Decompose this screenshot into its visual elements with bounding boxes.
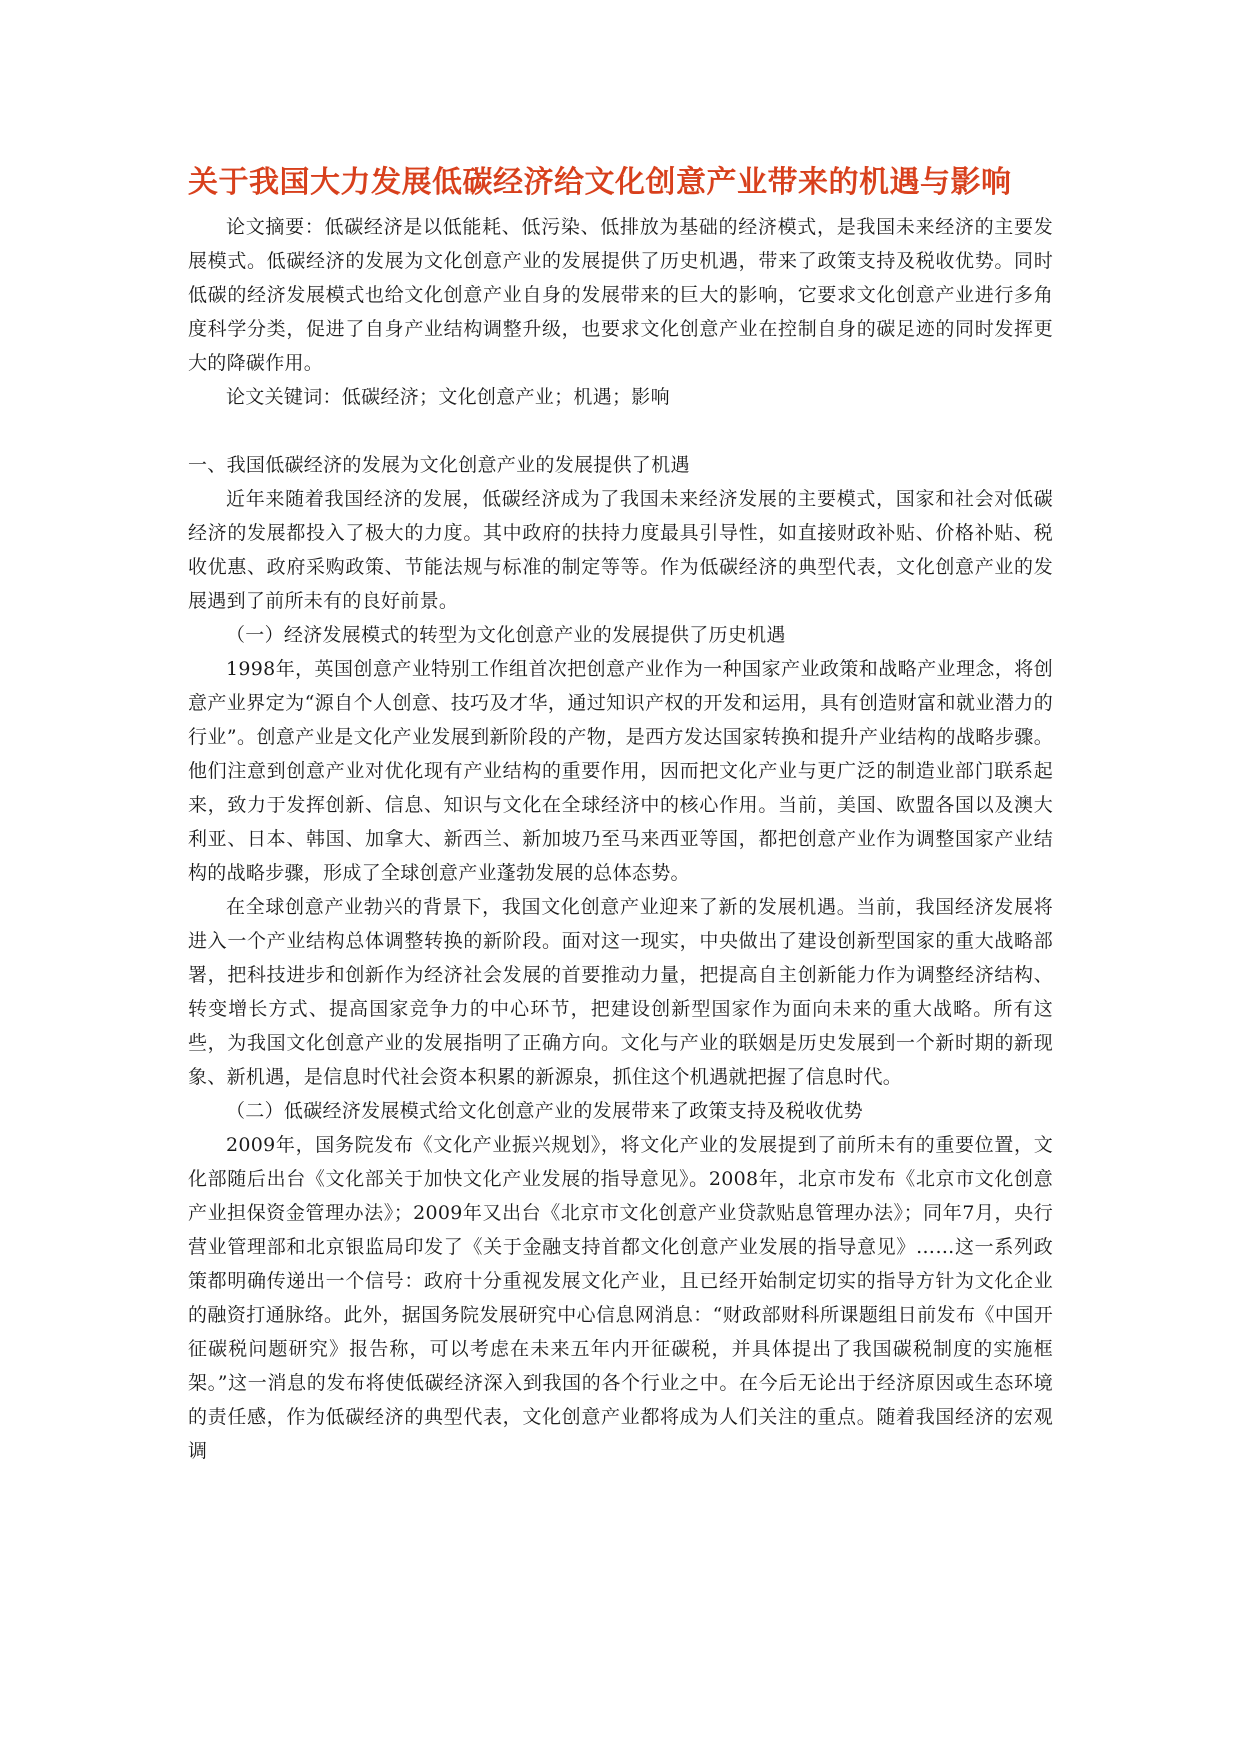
document-page [188, 160, 1053, 1468]
body-paragraph: 1998年，英国创意产业特别工作组首次把创意产业作为一种国家产业政策和战略产业理念，将创意产业界定为“源自个人创意、技巧及才华，通过知识产权的开发和运用，具有创造财富和就业潜力的行业”。创意产业是文化产业发展到新阶段的产物，是西方发达国家转换和提升产业结构的战略步骤。他们注意到创意产业对优化现有产业结构的重要作用，因而把文化产业与更广泛的制造业部门联系起来，致力于发挥创新、信息、知识与文化在全球经济中的核心作用。当前，美国、欧盟各国以及澳大利亚、日本、韩国、加拿大、新西兰、新加坡乃至马来西亚等国，都把创意产业作为调整国家产业结构的战略步骤，形成了全球创意产业蓬勃发展的总体态势。 [188, 658, 1053, 884]
section-heading-1: 一、我国低碳经济的发展为文化创意产业的发展提供了机遇 [188, 454, 690, 476]
body-paragraph: 近年来随着我国经济的发展，低碳经济成为了我国未来经济发展的主要模式，国家和社会对低碳经济的发展都投入了极大的力度。其中政府的扶持力度最具引导性，如直接财政补贴、价格补贴、税收优惠、政府采购政策、节能法规与标准的制定等等。作为低碳经济的典型代表，文化创意产业的发展遇到了前所未有的良好前景。 [188, 488, 1053, 612]
blank-line [188, 414, 1053, 448]
body-paragraph: 在全球创意产业勃兴的背景下，我国文化创意产业迎来了新的发展机遇。当前，我国经济发展将进入一个产业结构总体调整转换的新阶段。面对这一现实，中央做出了建设创新型国家的重大战略部署，把科技进步和创新作为经济社会发展的首要推动力量，把提高自主创新能力作为调整经济结构、转变增长方式、提高国家竞争力的中心环节，把建设创新型国家作为面向未来的重大战略。所有这些，为我国文化创意产业的发展指明了正确方向。文化与产业的联姻是历史发展到一个新时期的新现象、新机遇，是信息时代社会资本积累的新源泉，抓住这个机遇就把握了信息时代。 [188, 896, 1053, 1088]
document-title: 关于我国大力发展低碳经济给文化创意产业带来的机遇与影响 [188, 165, 1012, 200]
subsection-heading-1: （一）经济发展模式的转型为文化创意产业的发展提供了历史机遇 [226, 624, 786, 646]
keywords-paragraph: 论文关键词：低碳经济；文化创意产业；机遇；影响 [226, 386, 670, 408]
subsection-heading-2: （二）低碳经济发展模式给文化创意产业的发展带来了政策支持及税收优势 [226, 1100, 863, 1122]
body-paragraph: 2009年，国务院发布《文化产业振兴规划》，将文化产业的发展提到了前所未有的重要位置，文化部随后出台《文化部关于加快文化产业发展的指导意见》。2008年，北京市发布《北京市文化创意产业担保资金管理办法》；2009年又出台《北京市文化创意产业贷款贴息管理办法》；同年7月，央行营业管理部和北京银监局印发了《关于金融支持首都文化创意产业发展的指导意见》……这一系列政策都明确传递出一个信号：政府十分重视发展文化产业，且已经开始制定切实的指导方针为文化企业的融资打通脉络。此外，据国务院发展研究中心信息网消息：“财政部财科所课题组日前发布《中国开征碳税问题研究》报告称，可以考虑在未来五年内开征碳税，并具体提出了我国碳税制度的实施框架。”这一消息的发布将使低碳经济深入到我国的各个行业之中。在今后无论出于经济原因或生态环境的责任感，作为低碳经济的典型代表，文化创意产业都将成为人们关注的重点。随着我国经济的宏观调 [188, 1134, 1053, 1462]
abstract-paragraph: 论文摘要：低碳经济是以低能耗、低污染、低排放为基础的经济模式，是我国未来经济的主要发展模式。低碳经济的发展为文化创意产业的发展提供了历史机遇，带来了政策支持及税收优势。同时低碳的经济发展模式也给文化创意产业自身的发展带来的巨大的影响，它要求文化创意产业进行多角度科学分类，促进了自身产业结构调整升级，也要求文化创意产业在控制自身的碳足迹的同时发挥更大的降碳作用。 [188, 216, 1053, 374]
